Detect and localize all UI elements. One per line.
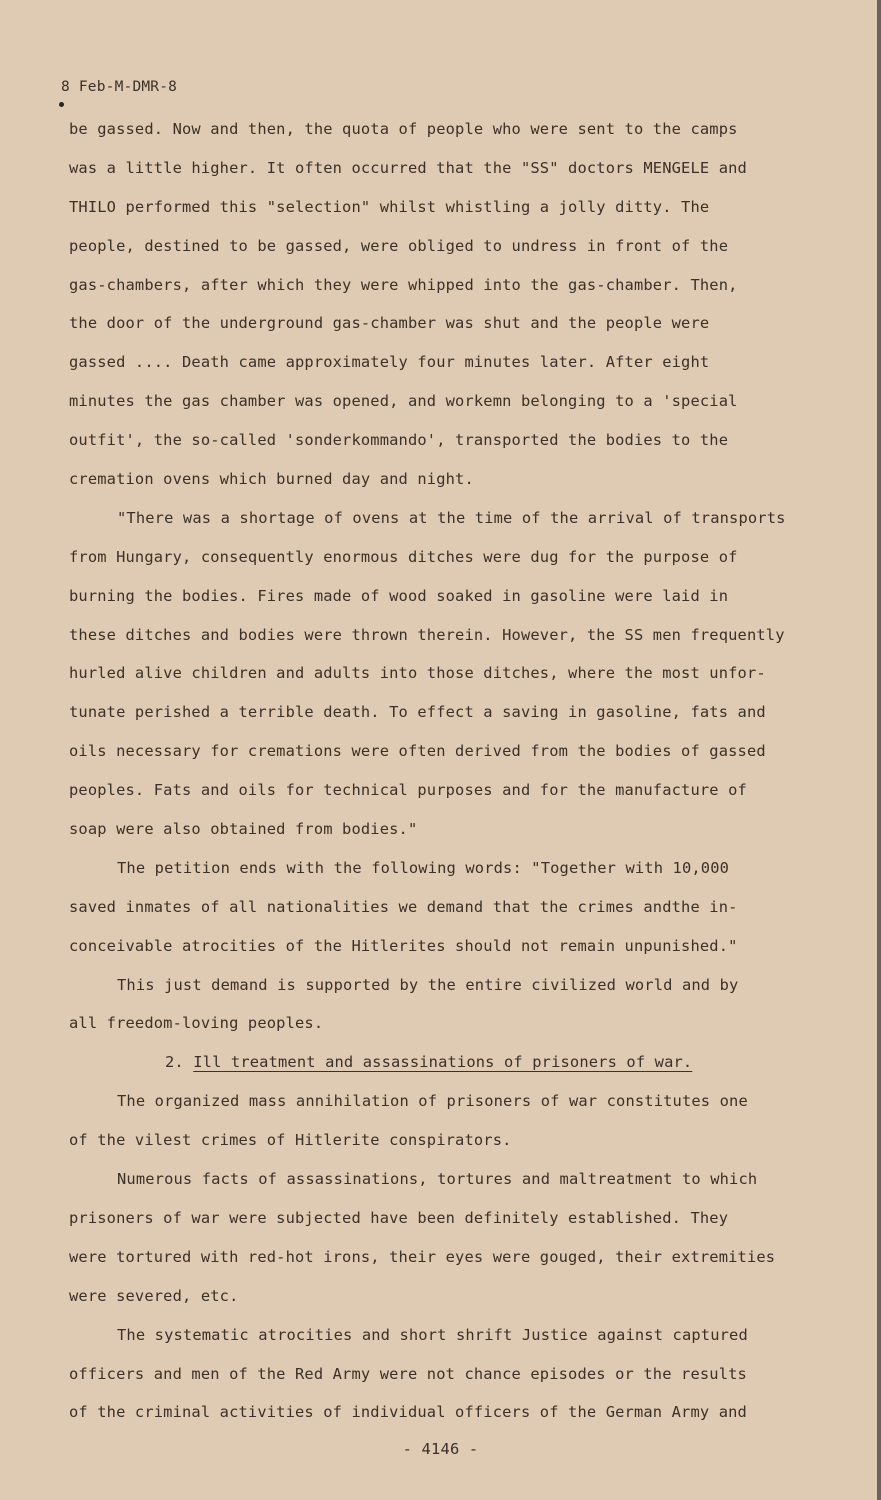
text-line: tunate perished a terrible death. To effect a saving in gasoline, fats and xyxy=(69,703,766,722)
text-line: THILO performed this "selection" whilst whistling a jolly ditty. The xyxy=(69,197,710,216)
text-line: conceivable atrocities of the Hitlerites should not remain unpunished." xyxy=(69,936,738,955)
section-number: 2. xyxy=(165,1053,184,1072)
text-line: gas-chambers, after which they were whipped into the gas-chamber. Then, xyxy=(69,275,738,294)
text-line: Numerous facts of assassinations, tortures and maltreatment to which xyxy=(117,1170,758,1189)
text-line: This just demand is supported by the entire civilized world and by xyxy=(117,975,739,994)
text-line: The petition ends with the following words: "Together with 10,000 xyxy=(117,858,730,877)
text-line: gassed .... Death came approximately four minutes later. After eight xyxy=(69,353,710,372)
text-line: was a little higher. It often occurred that the "SS" doctors MENGELE and xyxy=(69,158,747,177)
text-line: soap were also obtained from bodies." xyxy=(69,820,418,839)
text-line: The organized mass annihilation of prisoners of war constitutes one xyxy=(117,1092,748,1111)
margin-ink-dot xyxy=(59,102,64,107)
text-line: prisoners of war were subjected have been definitely established. They xyxy=(69,1208,729,1227)
text-line: minutes the gas chamber was opened, and workemn belonging to a 'special xyxy=(69,392,738,411)
text-line: officers and men of the Red Army were not chance episodes or the results xyxy=(69,1364,747,1383)
text-line: were tortured with red-hot irons, their eyes were gouged, their extremities xyxy=(69,1247,776,1266)
text-line: cremation ovens which burned day and night. xyxy=(69,470,474,489)
text-line: burning the bodies. Fires made of wood soaked in gasoline were laid in xyxy=(69,586,729,605)
text-line: "There was a shortage of ovens at the time of the arrival of transports xyxy=(117,508,786,527)
text-line: outfit', the so-called 'sonderkommando', transported the bodies to the xyxy=(69,431,729,450)
document-body xyxy=(69,110,829,1432)
text-line: peoples. Fats and oils for technical purposes and for the manufacture of xyxy=(69,781,747,800)
section-title: Ill treatment and assassinations of prisoners of war. xyxy=(193,1053,693,1072)
text-line: be gassed. Now and then, the quota of people who were sent to the camps xyxy=(69,120,738,138)
text-line: of the vilest crimes of Hitlerite conspirators. xyxy=(69,1131,512,1150)
text-line: from Hungary, consequently enormous ditches were dug for the purpose of xyxy=(69,547,738,566)
text-line: these ditches and bodies were thrown therein. However, the SS men frequently xyxy=(69,625,785,644)
section-heading xyxy=(69,1043,829,1082)
text-line: the door of the underground gas-chamber was shut and the people were xyxy=(69,314,710,333)
text-line: oils necessary for cremations were often derived from the bodies of gassed xyxy=(69,742,766,761)
text-line: hurled alive children and adults into those ditches, where the most unfor- xyxy=(69,664,766,683)
text-line: The systematic atrocities and short shrift Justice against captured xyxy=(117,1325,748,1344)
text-line: saved inmates of all nationalities we demand that the crimes andthe in- xyxy=(69,897,738,916)
text-line: were severed, etc. xyxy=(69,1286,239,1305)
page-number: - 4146 - xyxy=(402,1440,479,1458)
text-line: all freedom-loving peoples. xyxy=(69,1014,324,1033)
text-line: of the criminal activities of individual officers of the German Army and xyxy=(69,1403,747,1422)
page-reference: 8 Feb-M-DMR-8 xyxy=(61,79,178,95)
text-line: people, destined to be gassed, were obliged to undress in front of the xyxy=(69,236,729,255)
